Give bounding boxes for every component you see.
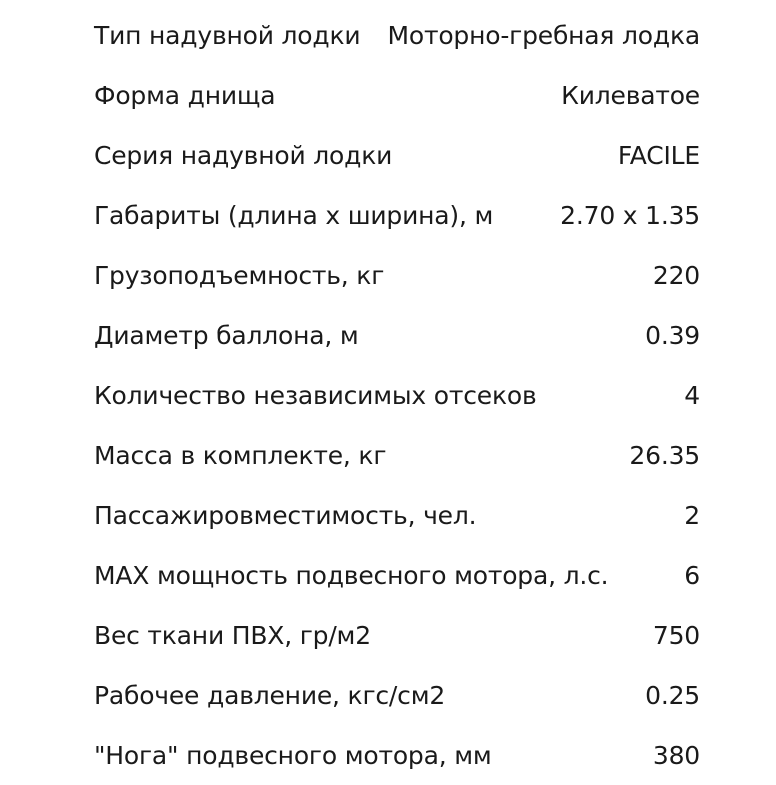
spec-row-pvc-weight <box>94 605 700 665</box>
spec-row-max-motor-power <box>94 545 700 605</box>
spec-label: Масса в комплекте, кг <box>94 440 387 470</box>
spec-row-weight <box>94 425 700 485</box>
spec-value: 0.39 <box>645 320 700 350</box>
spec-label: Диаметр баллона, м <box>94 320 359 350</box>
spec-label: Серия надувной лодки <box>94 140 393 170</box>
spec-value: 750 <box>652 620 700 650</box>
spec-value: 26.35 <box>629 440 700 470</box>
spec-value: 220 <box>652 260 700 290</box>
spec-row-motor-shaft <box>94 725 700 785</box>
spec-value: FACILE <box>617 140 700 170</box>
spec-label: Тип надувной лодки <box>94 20 361 50</box>
spec-label: Грузоподъемность, кг <box>94 260 385 290</box>
spec-label: Форма днища <box>94 80 276 110</box>
spec-row-compartments <box>94 365 700 425</box>
spec-value: Килеватое <box>561 80 700 110</box>
spec-row-boat-type <box>94 5 700 65</box>
spec-value: 0.25 <box>645 680 700 710</box>
spec-label: Вес ткани ПВХ, гр/м2 <box>94 620 371 650</box>
spec-label: Пассажировместимость, чел. <box>94 500 477 530</box>
spec-row-load-capacity <box>94 245 700 305</box>
spec-value: 2 <box>684 500 700 530</box>
spec-value: Моторно-гребная лодка <box>387 20 700 50</box>
spec-label: "Нога" подвесного мотора, мм <box>94 740 492 770</box>
spec-row-working-pressure <box>94 665 700 725</box>
spec-label: Количество независимых отсеков <box>94 380 537 410</box>
spec-row-passengers <box>94 485 700 545</box>
spec-label: Рабочее давление, кгс/см2 <box>94 680 446 710</box>
spec-value: 6 <box>684 560 700 590</box>
spec-row-series <box>94 125 700 185</box>
specifications-table <box>94 5 700 785</box>
spec-value: 2.70 х 1.35 <box>560 200 700 230</box>
spec-label: MAX мощность подвесного мотора, л.с. <box>94 560 609 590</box>
spec-row-tube-diameter <box>94 305 700 365</box>
spec-value: 380 <box>652 740 700 770</box>
spec-value: 4 <box>684 380 700 410</box>
spec-row-hull-shape <box>94 65 700 125</box>
spec-label: Габариты (длина х ширина), м <box>94 200 494 230</box>
spec-row-dimensions <box>94 185 700 245</box>
